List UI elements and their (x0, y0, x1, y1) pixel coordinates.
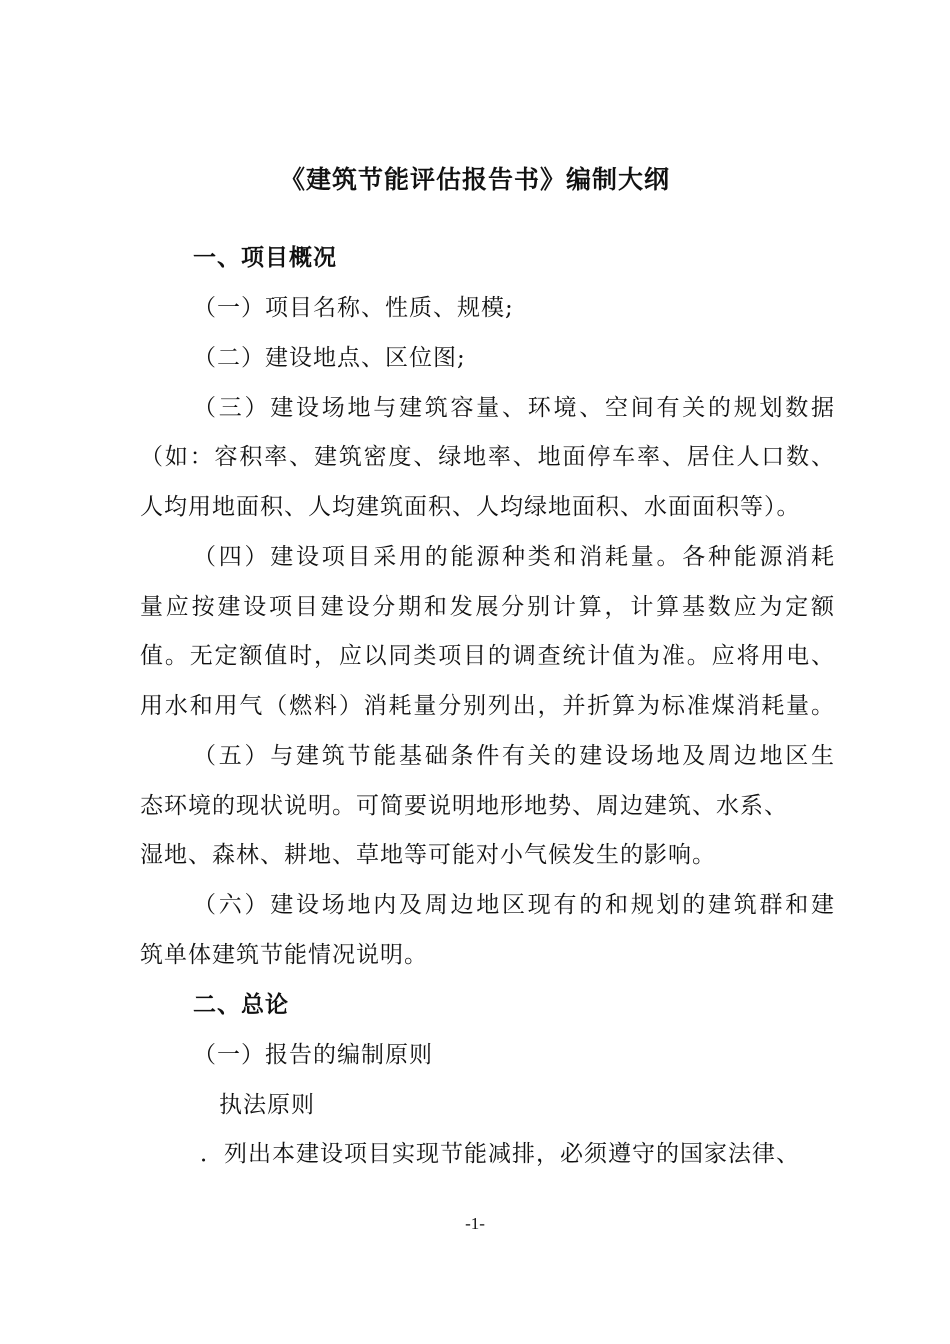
paragraph-line: （一）报告的编制原则 (193, 1042, 433, 1068)
paragraph-line: （如：容积率、建筑密度、绿地率、地面停车率、居住人口数、 (140, 444, 834, 470)
paragraph-line: ．列出本建设项目实现节能减排，必须遵守的国家法律、 (200, 1141, 800, 1167)
paragraph-line: 筑单体建筑节能情况说明。 (140, 942, 428, 968)
paragraph-line: 湿地、森林、耕地、草地等可能对小气候发生的影响。 (140, 842, 716, 868)
paragraph-line: （二）建设地点、区位图; (193, 345, 466, 371)
paragraph-line: 态环境的现状说明。可简要说明地形地势、周边建筑、水系、 (140, 793, 788, 819)
paragraph-line: 人均用地面积、人均建筑面积、人均绿地面积、水面面积等）。 (140, 494, 801, 520)
paragraph-line: （三）建设场地与建筑容量、环境、空间有关的规划数据 (193, 395, 834, 421)
document-title: 《建筑节能评估报告书》编制大纲 (279, 165, 670, 194)
paragraph-line: 执法原则 (219, 1092, 315, 1118)
section-heading-1: 一、项目概况 (193, 245, 337, 271)
paragraph-line: 量应按建设项目建设分期和发展分别计算，计算基数应为定额 (140, 594, 834, 620)
section-heading-2: 二、总论 (193, 992, 289, 1018)
paragraph-line: （六）建设场地内及周边地区现有的和规划的建筑群和建 (193, 892, 834, 918)
page-number: -1- (465, 1214, 485, 1233)
paragraph-line: （四）建设项目采用的能源种类和消耗量。各种能源消耗 (193, 544, 834, 570)
paragraph-line: 用水和用气（燃料）消耗量分别列出，并折算为标准煤消耗量。 (140, 693, 834, 719)
paragraph-line: （一）项目名称、性质、规模; (193, 295, 514, 321)
paragraph-line: 值。无定额值时，应以同类项目的调查统计值为准。应将用电、 (140, 643, 834, 669)
paragraph-line: （五）与建筑节能基础条件有关的建设场地及周边地区生 (193, 743, 834, 769)
